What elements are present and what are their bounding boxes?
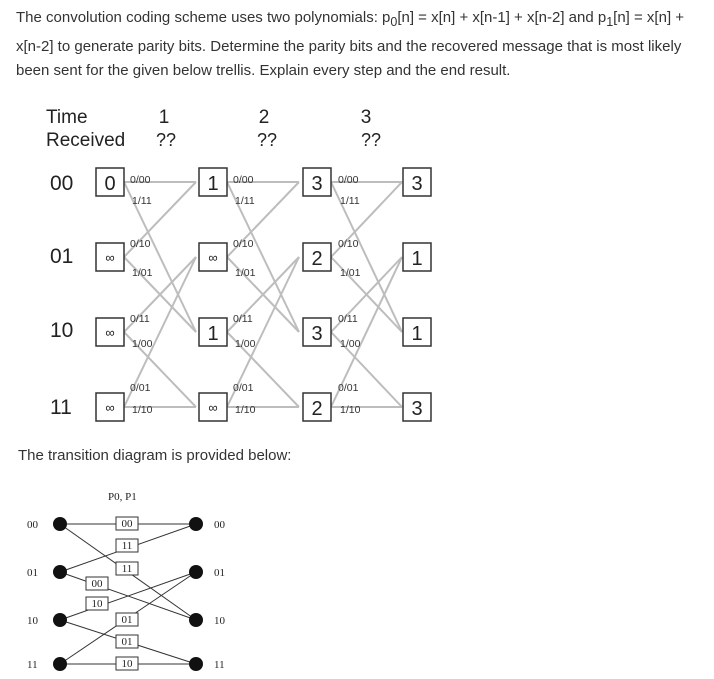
branch-label: 0/01: [233, 382, 254, 394]
edge-label: 10: [91, 598, 103, 610]
branch-label: 0/00: [233, 174, 254, 186]
edge-label: 01: [121, 636, 133, 648]
metric-t3-s11: 3: [411, 398, 423, 420]
transition-caption: The transition diagram is provided below:: [18, 447, 292, 464]
metric-t1-s01: ∞: [208, 250, 218, 265]
state-label-00: 00: [50, 172, 74, 195]
metric-t0-s10: ∞: [105, 325, 115, 340]
transition-state-left-11: 11: [27, 659, 38, 671]
metric-t3-s10: 1: [411, 323, 423, 345]
trellis-column-3: [403, 168, 431, 421]
edge-labels-left: [86, 577, 108, 610]
transition-state-right-10: 10: [214, 615, 225, 627]
metric-t0-s00: 0: [104, 173, 116, 195]
branch-label: 0/00: [130, 174, 151, 186]
edge-label: 00: [91, 578, 103, 590]
branch-label: 1/00: [235, 338, 256, 350]
branch-labels-stage-1: [130, 174, 153, 416]
question-text-part1: The convolution coding scheme uses two polynomials: p: [16, 9, 391, 26]
branch-label: 1/00: [340, 338, 361, 350]
branch-labels-stage-3: [338, 174, 361, 416]
transition-header: P0, P1: [108, 491, 137, 503]
edge-label: 11: [121, 563, 133, 575]
transition-state-right-01: 01: [214, 567, 225, 579]
transition-state-left-01: 01: [27, 567, 38, 579]
received-label: Received: [46, 130, 126, 151]
metric-t2-s01: 2: [311, 248, 323, 270]
node-left-00: [53, 517, 67, 531]
branch-label: 1/10: [235, 404, 256, 416]
received-3: ??: [360, 130, 382, 150]
branch-label: 1/11: [340, 195, 360, 207]
transition-state-right-11: 11: [214, 659, 225, 671]
time-label: Time: [46, 107, 88, 128]
edge-label: 10: [121, 658, 133, 670]
branch-label: 1/11: [235, 195, 255, 207]
metric-t2-s11: 2: [311, 398, 323, 420]
branch-label: 1/11: [132, 195, 152, 207]
branch-label: 1/10: [340, 404, 361, 416]
node-left-10: [53, 613, 67, 627]
branch-label: 1/00: [132, 338, 153, 350]
trellis-diagram: [46, 107, 431, 421]
branch-label: 1/01: [132, 267, 153, 279]
state-label-01: 01: [50, 245, 74, 268]
time-2: 2: [258, 107, 270, 128]
branch-label: 0/10: [338, 238, 359, 250]
node-left-11: [53, 657, 67, 671]
metric-t2-s00: 3: [311, 173, 323, 195]
metric-t3-s00: 3: [411, 173, 423, 195]
trellis-branches: [124, 182, 402, 407]
node-right-00: [189, 517, 203, 531]
branch-label: 0/10: [130, 238, 151, 250]
node-right-10: [189, 613, 203, 627]
edge-label: 11: [121, 540, 133, 552]
branch-label: 0/11: [233, 313, 253, 325]
transition-state-right-00: 00: [214, 519, 225, 531]
state-label-11: 11: [50, 396, 72, 419]
branch-label: 0/10: [233, 238, 254, 250]
branch-label: 1/10: [132, 404, 153, 416]
metric-t0-s11: ∞: [105, 400, 115, 415]
metric-t1-s10: 1: [207, 323, 219, 345]
metric-t1-s11: ∞: [208, 400, 218, 415]
edge-label: 01: [121, 614, 133, 626]
branch-label: 1/01: [235, 267, 256, 279]
transition-diagram: [27, 491, 226, 671]
received-2: ??: [256, 130, 278, 150]
transition-state-left-10: 10: [27, 615, 38, 627]
node-right-01: [189, 565, 203, 579]
trellis-column-0: [96, 168, 124, 421]
edge-label: 00: [121, 518, 133, 530]
branch-label: 0/11: [130, 313, 150, 325]
state-label-10: 10: [50, 319, 74, 342]
received-1: ??: [155, 130, 177, 150]
node-right-11: [189, 657, 203, 671]
branch-label: 0/01: [338, 382, 359, 394]
trellis-column-2: [303, 168, 331, 421]
subscript-1: 1: [606, 15, 614, 29]
transition-state-left-00: 00: [27, 519, 38, 531]
question-text-part3: [n] = x[n] + x[n-2] to generate parity bits. Determine the parity bits and the recovered message that is most likely been sent for the given below trellis. Explain every step and the end result.: [16, 9, 685, 79]
trellis-column-1: [199, 168, 227, 421]
time-3: 3: [360, 107, 372, 128]
branch-label: 1/01: [340, 267, 361, 279]
branch-label: 0/01: [130, 382, 151, 394]
time-1: 1: [158, 107, 170, 128]
question-text-part2: [n] = x[n] + x[n-1] + x[n-2] and p: [397, 9, 607, 26]
metric-t1-s00: 1: [207, 173, 219, 195]
node-left-01: [53, 565, 67, 579]
subscript-0: 0: [390, 15, 398, 29]
metric-t3-s01: 1: [411, 248, 423, 270]
branch-labels-stage-2: [233, 174, 256, 416]
metric-t0-s01: ∞: [105, 250, 115, 265]
metric-t2-s10: 3: [311, 323, 323, 345]
branch-label: 0/00: [338, 174, 359, 186]
branch-label: 0/11: [338, 313, 358, 325]
